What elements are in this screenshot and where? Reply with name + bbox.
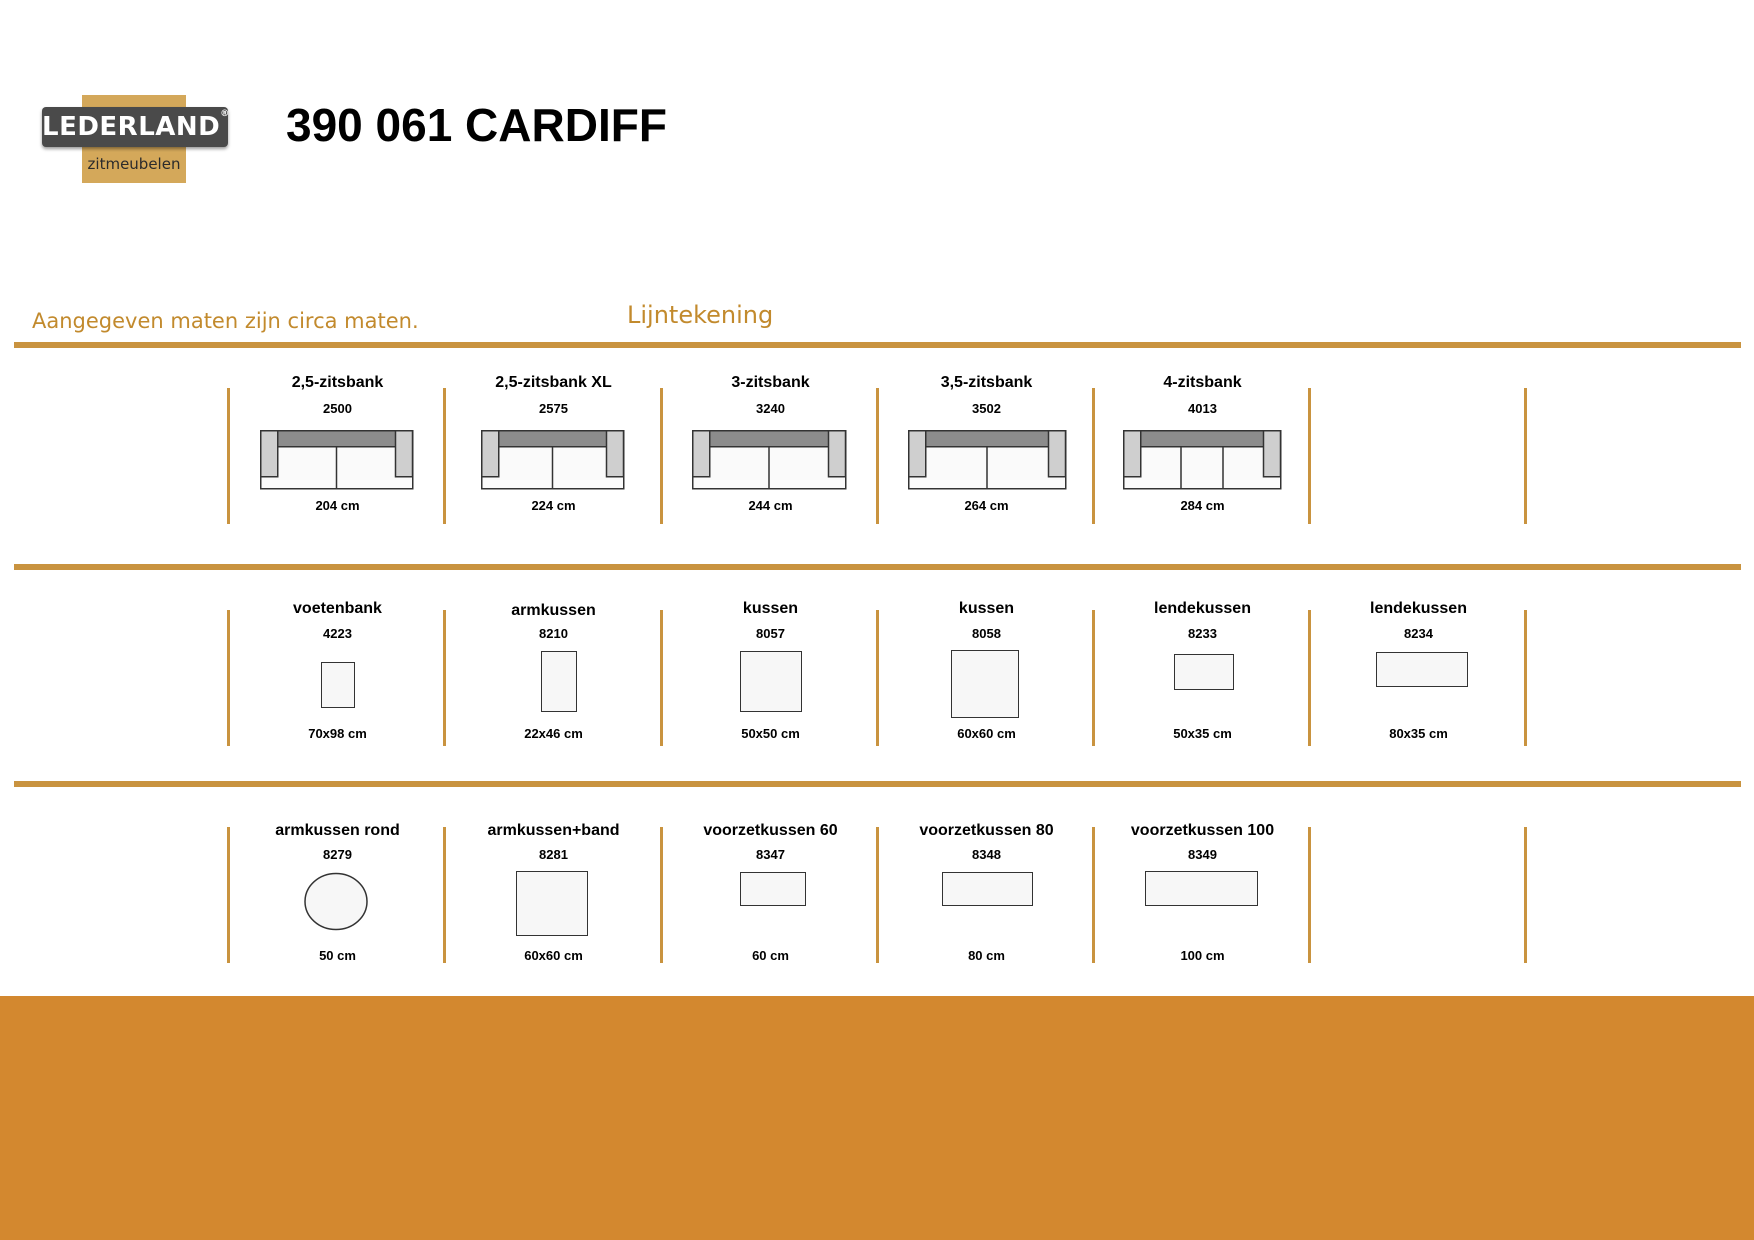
product-cell	[879, 596, 1094, 746]
product-code: 8234	[1404, 626, 1433, 641]
product-name: lendekussen	[1154, 600, 1251, 617]
product-name: voorzetkussen 60	[703, 822, 838, 839]
footstool-drawing	[321, 662, 355, 708]
product-dimension: 50x50 cm	[741, 726, 800, 741]
sofa-drawing	[1123, 430, 1283, 492]
product-code: 8279	[323, 847, 352, 862]
product-code: 4013	[1188, 401, 1217, 416]
product-name: armkussen	[511, 602, 596, 619]
product-dimension: 60x60 cm	[524, 948, 583, 963]
product-code: 8058	[972, 626, 1001, 641]
product-cell	[1095, 596, 1310, 746]
product-dimension: 244 cm	[748, 498, 793, 513]
product-code: 8210	[539, 626, 568, 641]
product-code: 2575	[539, 401, 568, 416]
divider-rule-1	[14, 342, 1741, 348]
sofa-drawing	[692, 430, 848, 492]
product-cell	[1311, 596, 1526, 746]
product-cell	[230, 818, 445, 968]
page-title: 390 061 CARDIFF	[286, 99, 667, 151]
product-name: kussen	[958, 600, 1015, 617]
product-dimension: 80 cm	[968, 948, 1005, 963]
logo-subtext: zitmeubelen	[87, 155, 181, 173]
product-dimension: 50x35 cm	[1173, 726, 1232, 741]
brand-logo	[42, 95, 232, 183]
round-cushion-drawing	[303, 872, 369, 931]
product-cell	[230, 596, 445, 746]
product-cell	[663, 596, 878, 746]
product-cell	[446, 818, 661, 968]
lumbar-cushion-drawing	[1174, 654, 1234, 690]
product-name: 2,5-zitsbank XL	[495, 374, 612, 391]
product-dimension: 100 cm	[1180, 948, 1225, 963]
product-cell	[1095, 370, 1310, 530]
product-name: voetenbank	[293, 600, 382, 617]
product-name: 3-zitsbank	[731, 374, 810, 391]
product-name: voorzetkussen 80	[919, 822, 1054, 839]
product-name: voorzetkussen 100	[1130, 822, 1275, 839]
sofa-drawing	[481, 430, 626, 492]
product-name: armkussen rond	[275, 822, 400, 839]
product-dimension: 264 cm	[964, 498, 1009, 513]
divider-rule-2	[14, 564, 1741, 570]
product-code: 3502	[972, 401, 1001, 416]
product-code: 8057	[756, 626, 785, 641]
product-cell	[446, 596, 661, 746]
product-name: 3,5-zitsbank	[940, 374, 1033, 391]
section-subtitle: Lijntekening	[627, 301, 774, 329]
sofa-drawing	[260, 430, 415, 492]
divider-rule-3	[14, 781, 1741, 787]
product-dimension: 60 cm	[752, 948, 789, 963]
column-divider	[1524, 388, 1527, 524]
product-dimension: 70x98 cm	[308, 726, 367, 741]
product-cell	[879, 818, 1094, 968]
front-cushion-drawing	[1145, 871, 1258, 906]
product-code: 4223	[323, 626, 352, 641]
product-dimension: 204 cm	[315, 498, 360, 513]
product-dimension: 224 cm	[531, 498, 576, 513]
product-name: armkussen+band	[487, 822, 620, 839]
product-code: 2500	[323, 401, 352, 416]
product-code: 8349	[1188, 847, 1217, 862]
product-code: 3240	[756, 401, 785, 416]
front-cushion-drawing	[740, 872, 806, 906]
product-name: 4-zitsbank	[1163, 374, 1242, 391]
product-cell	[663, 818, 878, 968]
product-cell	[230, 370, 445, 530]
lumbar-cushion-drawing	[1376, 652, 1468, 687]
product-name: kussen	[742, 600, 799, 617]
front-cushion-drawing	[942, 872, 1033, 906]
product-name: lendekussen	[1370, 600, 1467, 617]
footer-band	[0, 996, 1754, 1240]
product-code: 8233	[1188, 626, 1217, 641]
product-cell	[879, 370, 1094, 530]
logo-brand-plate	[42, 107, 228, 147]
sofa-drawing	[908, 430, 1068, 492]
logo-registered-mark: ®	[220, 109, 230, 119]
product-cell	[1095, 818, 1310, 968]
column-divider	[1524, 827, 1527, 963]
cushion-drawing	[951, 650, 1019, 718]
dimension-note: Aangegeven maten zijn circa maten.	[32, 309, 419, 333]
product-name: 2,5-zitsbank	[291, 374, 384, 391]
product-cell	[446, 370, 661, 530]
product-code: 8348	[972, 847, 1001, 862]
product-dimension: 22x46 cm	[524, 726, 583, 741]
product-dimension: 80x35 cm	[1389, 726, 1448, 741]
cushion-drawing	[740, 651, 802, 712]
arm-cushion-band-drawing	[516, 871, 588, 936]
product-dimension: 60x60 cm	[957, 726, 1016, 741]
arm-cushion-drawing	[541, 651, 577, 712]
product-dimension: 50 cm	[319, 948, 356, 963]
product-code: 8347	[756, 847, 785, 862]
logo-brand-text: LEDERLAND	[42, 112, 221, 142]
product-code: 8281	[539, 847, 568, 862]
product-dimension: 284 cm	[1180, 498, 1225, 513]
product-cell	[663, 370, 878, 530]
